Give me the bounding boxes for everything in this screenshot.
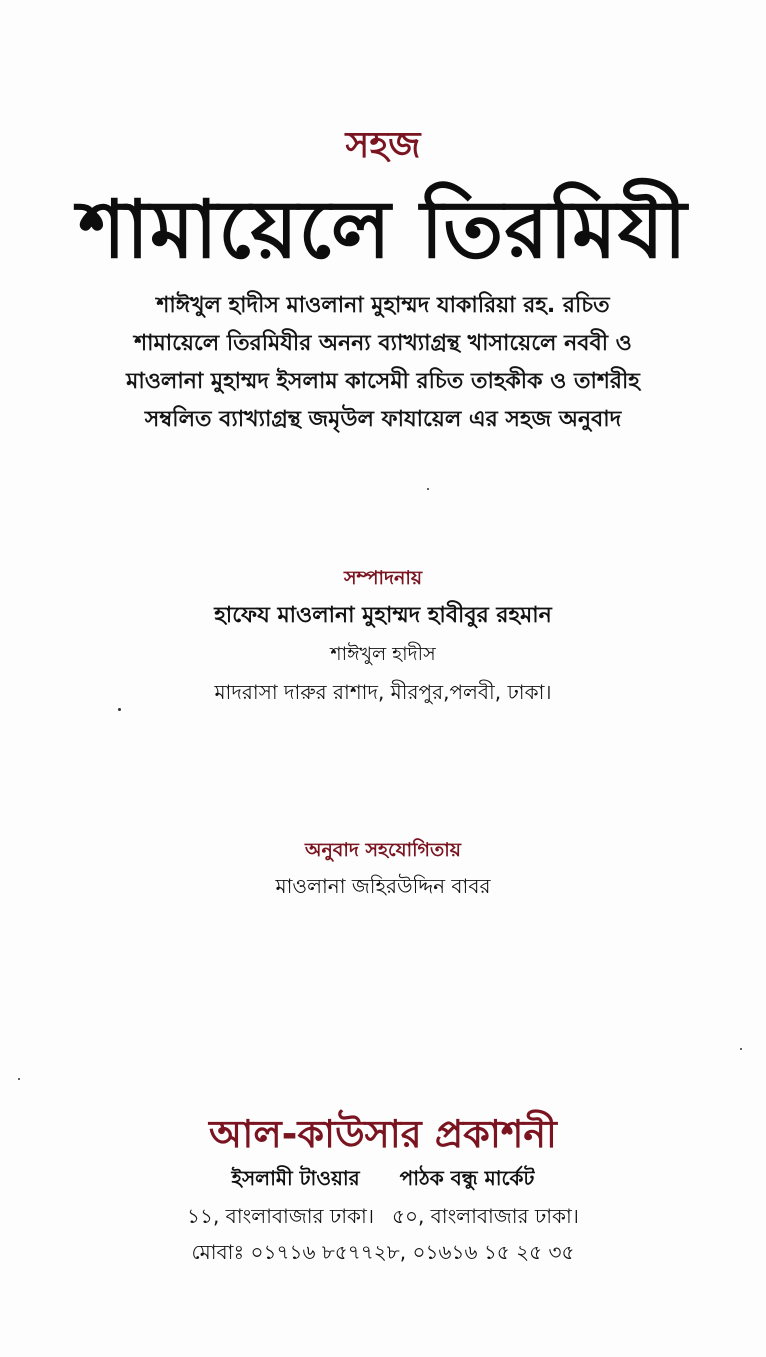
editor-address: মাদরাসা দারুর রাশাদ, মীরপুর,পলবী, ঢাকা। (214, 680, 552, 704)
description-line-1: শাঈখুল হাদীস মাওলানা মুহাম্মদ যাকারিয়া রহ. রচিত (156, 293, 610, 318)
publisher-name: আল-কাউসার প্রকাশনী (209, 1112, 557, 1156)
description-line-4: সম্বলিত ব্যাখ্যাগ্রন্থ জমৃউল ফাযায়েল এর সহজ অনুবাদ (144, 407, 622, 432)
editor-name: হাফেয মাওলানা মুহাম্মদ হাবীবুর রহমান (214, 603, 552, 628)
editor-title: শাঈখুল হাদীস (330, 643, 436, 665)
translation-assistant-heading: অনুবাদ সহযোগিতায় (305, 839, 461, 861)
scan-speck (118, 708, 121, 711)
publisher-phone: মোবাঃ ০১৭১৬ ৮৫৭৭২৮, ০১৬১৬ ১৫ ২৫ ৩৫ (191, 1240, 575, 1264)
publisher-branch-2: পাঠক বন্ধু মার্কেট (399, 1166, 535, 1190)
publisher-address-2: ৫০, বাংলাবাজার ঢাকা। (391, 1204, 579, 1228)
publisher-branches (0, 1164, 766, 1197)
publisher-branch-1: ইসলামী টাওয়ার (231, 1166, 360, 1190)
publisher-addresses (0, 1202, 766, 1235)
editor-heading: সম্পাদনায় (343, 567, 423, 589)
scan-speck (18, 1078, 20, 1080)
book-title: শামায়েলে তিরমিযী (78, 183, 688, 276)
scan-speck (740, 1048, 742, 1050)
title-top-label: সহজ (345, 125, 421, 166)
publisher-address-1: ১১, বাংলাবাজার ঢাকা। (187, 1204, 374, 1228)
description-line-2: শামায়েলে তিরমিযীর অনন্য ব্যাখ্যাগ্রন্থ খাসায়েলে নববী ও (134, 331, 632, 356)
description-line-3: মাওলানা মুহাম্মদ ইসলাম কাসেমী রচিত তাহকীক ও তাশরীহ (126, 369, 640, 394)
scan-speck (427, 488, 429, 490)
translation-assistant-name: মাওলানা জহিরউদ্দিন বাবর (275, 874, 491, 898)
